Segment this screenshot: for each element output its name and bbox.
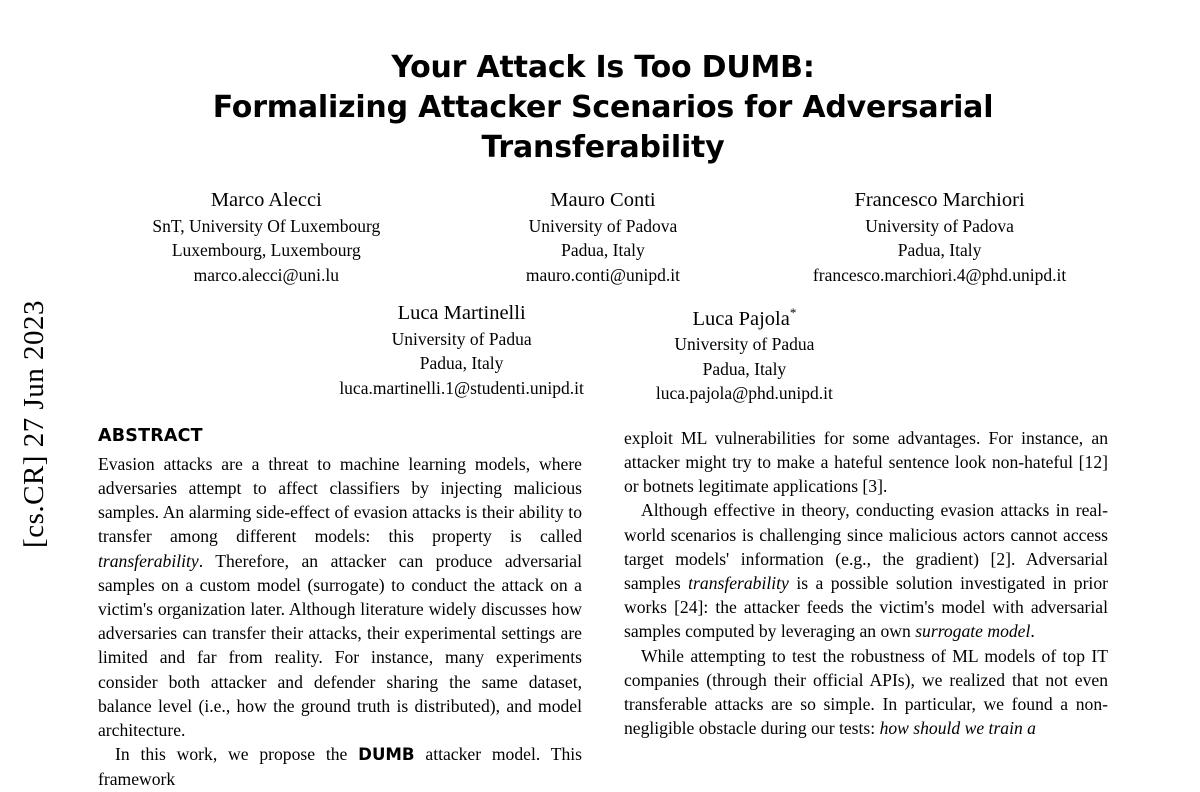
author-affiliation: University of Padua bbox=[391, 328, 532, 349]
author-location: Padua, Italy bbox=[702, 358, 787, 379]
author-block bbox=[603, 301, 886, 406]
author-name-text: Luca Pajola bbox=[692, 307, 790, 330]
intro-paragraph-1: exploit ML vulnerabilities for some advantages. For instance, an attacker might try to make a hateful sentence look non-hateful [12] or botnets legitimate applications [3]. bbox=[624, 427, 1108, 497]
author-affiliation: SnT, University Of Luxembourg bbox=[152, 215, 381, 236]
intro-italic-surrogate-model: surrogate model bbox=[915, 621, 1031, 642]
author-email: luca.martinelli.1@studenti.unipd.it bbox=[339, 377, 584, 398]
author-name: Luca Martinelli bbox=[397, 302, 526, 324]
intro-italic-question: how should we train a bbox=[879, 718, 1036, 739]
intro-italic-transferability: transferability bbox=[688, 573, 789, 594]
author-location: Padua, Italy bbox=[419, 353, 504, 373]
abstract-heading: ABSTRACT bbox=[98, 425, 203, 446]
left-column bbox=[98, 426, 582, 792]
author-block bbox=[435, 188, 772, 287]
author-block bbox=[771, 188, 1108, 287]
author-row-1 bbox=[98, 188, 1108, 287]
author-location: Padua, Italy bbox=[561, 240, 645, 260]
page-title-line-1: Your Attack Is Too DUMB: bbox=[391, 50, 815, 85]
author-row-2 bbox=[98, 301, 1108, 406]
author-name-superscript: * bbox=[789, 305, 797, 320]
abstract-text-2: . Therefore, an attacker can produce adversarial samples on a custom model (surrogate) to conduct the attack on a victim's organization later. Although literature widely discusses how adversaries can transfer their attacks, their experimental settings are limited and far from reality. For instance, many experiments consider both attacker and defender sharing the same dataset, balance level (i.e., how the ground truth is distributed), and model architecture. bbox=[98, 550, 582, 741]
author-affiliation: University of Padova bbox=[528, 215, 678, 236]
intro-text-1: Although effective in theory, conducting evasion attacks in real-world scenarios is challenging since malicious actors cannot access target models' information (e.g., the gradient) [2]. Adversarial samples bbox=[624, 500, 1108, 594]
intro-paragraph-2 bbox=[624, 498, 1108, 643]
abstract-paragraph-2 bbox=[98, 742, 582, 791]
right-column bbox=[624, 426, 1108, 792]
author-name: Francesco Marchiori bbox=[854, 189, 1025, 211]
author-block bbox=[98, 188, 435, 287]
abstract-italic-transferability: transferability bbox=[98, 550, 199, 571]
page-title-line-2: Formalizing Attacker Scenarios for Adversarial Transferability bbox=[212, 90, 994, 165]
abstract-text-4: attacker model. This framework bbox=[98, 744, 583, 790]
paper-title-block bbox=[98, 0, 1108, 168]
abstract-paragraph-1 bbox=[98, 452, 582, 742]
abstract-text-3: In this work, we propose the bbox=[115, 744, 359, 765]
paper-page bbox=[98, 0, 1108, 790]
body-columns bbox=[98, 426, 1108, 792]
abstract-bold-dumb: DUMB bbox=[358, 745, 415, 765]
author-name: Mauro Conti bbox=[550, 189, 656, 211]
author-affiliation: University of Padua bbox=[674, 334, 815, 355]
author-location: Luxembourg, Luxembourg bbox=[171, 240, 361, 260]
abstract-text-1: Evasion attacks are a threat to machine learning models, where adversaries attempt to affect classifiers by injecting malicious samples. An alarming side-effect of evasion attacks is their ability to transfer among different models: this property is called bbox=[98, 453, 582, 547]
author-affiliation: University of Padova bbox=[865, 215, 1014, 236]
intro-text-2: is a possible solution investigated in prior works [24]: the attacker feeds the victim's model with adversarial samples computed by leveraging an own bbox=[624, 573, 1108, 642]
author-email: francesco.marchiori.4@phd.unipd.it bbox=[812, 264, 1067, 285]
arxiv-side-stamp: [cs.CR] 27 Jun 2023 bbox=[18, 300, 50, 548]
intro-text-4: While attempting to test the robustness of ML models of top IT companies (through their official APIs), we realized that not even transferable attacks are so simple. In particular, we found a non-negligible obstacle during our tests: bbox=[624, 645, 1108, 739]
intro-text-3: . bbox=[1030, 621, 1035, 642]
author-location: Padua, Italy bbox=[897, 240, 982, 260]
author-email: mauro.conti@unipd.it bbox=[525, 264, 681, 285]
author-block bbox=[320, 301, 603, 406]
author-email: luca.pajola@phd.unipd.it bbox=[655, 383, 833, 404]
author-email: marco.alecci@uni.lu bbox=[193, 264, 339, 285]
author-name bbox=[603, 301, 886, 331]
intro-paragraph-3 bbox=[624, 644, 1108, 741]
author-name: Marco Alecci bbox=[210, 189, 322, 211]
